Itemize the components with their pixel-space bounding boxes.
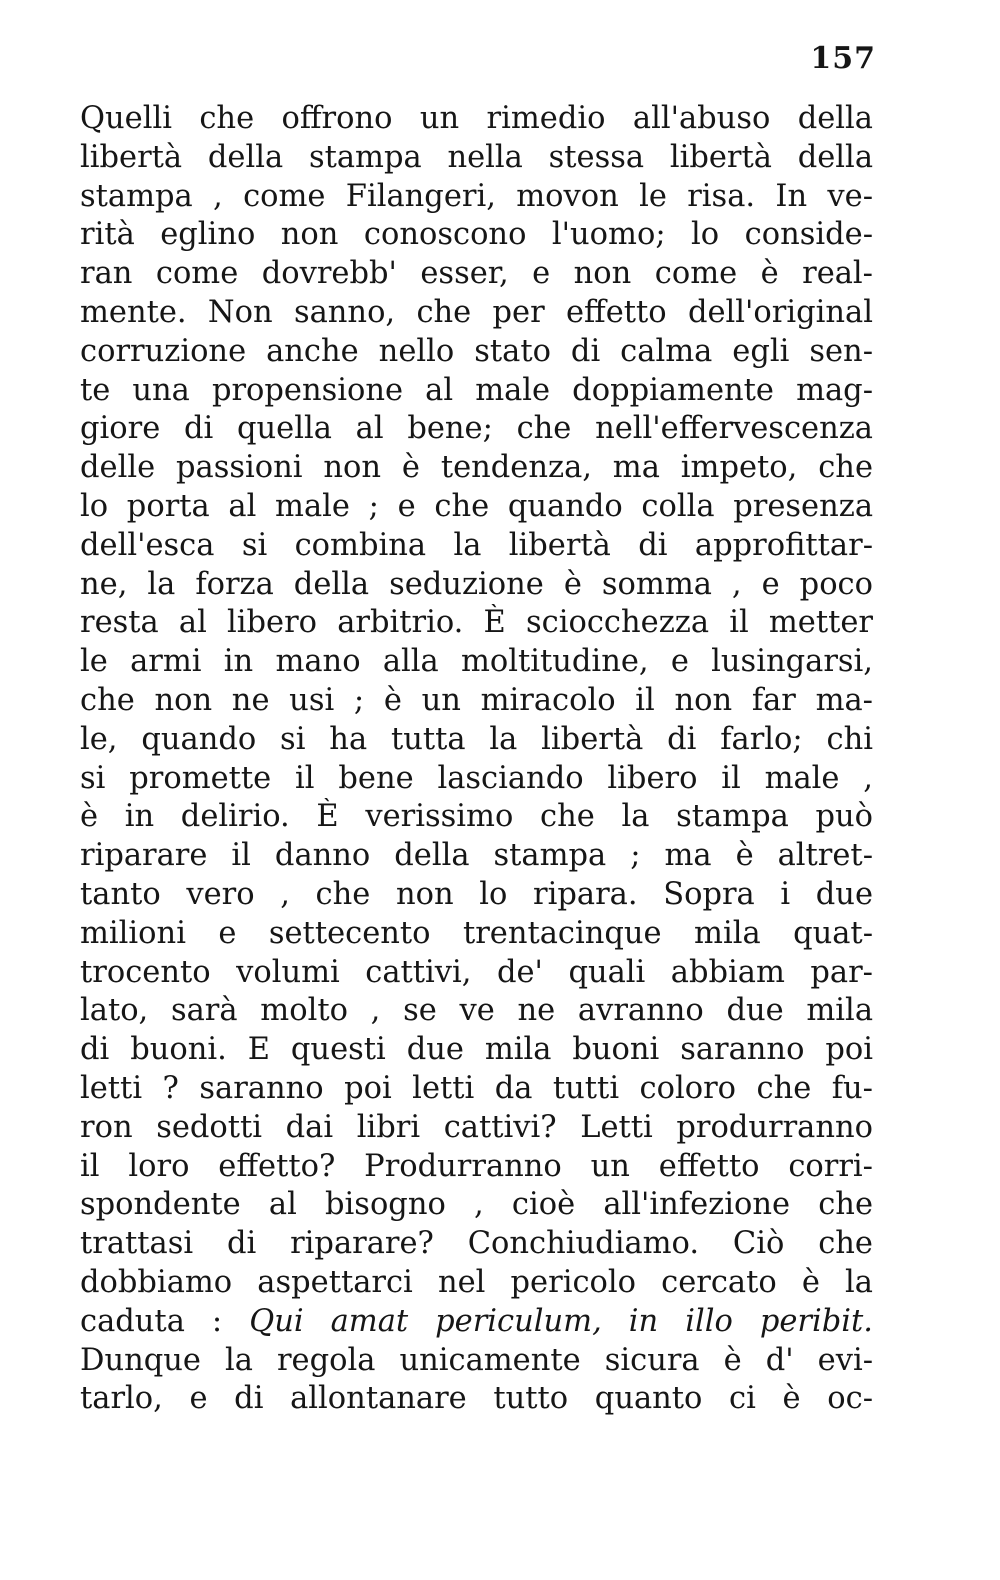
caduta-lead: caduta : xyxy=(80,1303,223,1339)
text-line: ran come dovrebb' esser, e non come è real- xyxy=(80,256,873,292)
text-line: trocento volumi cattivi, de' quali abbiam par- xyxy=(80,954,873,990)
text-line: giore di quella al bene; che nell'effervescenza xyxy=(80,411,873,447)
text-line: dobbiamo aspettarci nel pericolo cercato è la xyxy=(80,1264,873,1300)
text-line: tarlo, e di allontanare tutto quanto ci è oc- xyxy=(80,1381,873,1417)
page-number: 157 xyxy=(810,41,876,76)
text-line: letti ? saranno poi letti da tutti coloro che fu- xyxy=(80,1070,873,1106)
text-line: milioni e settecento trentacinque mila quat- xyxy=(80,915,873,951)
text-line: stampa , come Filangeri, movon le risa. In ve- xyxy=(80,178,873,214)
text-line: Dunque la regola unicamente sicura è d' evi- xyxy=(80,1342,873,1378)
text-line: corruzione anche nello stato di calma egli sen- xyxy=(80,333,873,369)
text-line: si promette il bene lasciando libero il male , xyxy=(80,760,873,796)
text-line: che non ne usi ; è un miracolo il non far ma- xyxy=(80,682,873,718)
text-line: Quelli che offrono un rimedio all'abuso della xyxy=(80,101,873,136)
text-line: di buoni. E questi due mila buoni saranno poi xyxy=(80,1032,873,1068)
text-line: il loro effetto? Produrranno un effetto corri- xyxy=(80,1148,873,1184)
text-line: te una propensione al male doppiamente mag- xyxy=(80,372,873,408)
text-line: mente. Non sanno, che per effetto dell'original xyxy=(80,294,873,330)
text-line: dell'esca si combina la libertà di approfittar- xyxy=(80,527,873,563)
latin-quote: Qui amat periculum, in illo peribit. xyxy=(249,1303,873,1339)
text-line: rità eglino non conoscono l'uomo; lo conside- xyxy=(80,217,873,253)
text-line: lato, sarà molto , se ve ne avranno due mila xyxy=(80,993,873,1029)
text-line: ne, la forza della seduzione è somma , e poco xyxy=(80,566,873,602)
text-line: tanto vero , che non lo ripara. Sopra i due xyxy=(80,876,873,912)
text-line: resta al libero arbitrio. È sciocchezza il metter xyxy=(80,605,873,641)
text-line: trattasi di riparare? Conchiudiamo. Ciò che xyxy=(80,1226,873,1262)
text-line: riparare il danno della stampa ; ma è altret- xyxy=(80,838,873,874)
text-line: è in delirio. È verissimo che la stampa può xyxy=(80,799,873,835)
text-line: spondente al bisogno , cioè all'infezione che xyxy=(80,1187,873,1223)
text-line: libertà della stampa nella stessa libertà della xyxy=(80,139,873,175)
text-line: le armi in mano alla moltitudine, e lusingarsi, xyxy=(80,644,873,680)
text-line: le, quando si ha tutta la libertà di farlo; chi xyxy=(80,721,873,757)
text-line: delle passioni non è tendenza, ma impeto, che xyxy=(80,450,873,486)
text-line: lo porta al male ; e che quando colla presenza xyxy=(80,488,873,524)
body-text xyxy=(80,100,873,1419)
text-line: ron sedotti dai libri cattivi? Letti produrranno xyxy=(80,1109,873,1145)
text-line-with-quote xyxy=(80,1303,873,1342)
